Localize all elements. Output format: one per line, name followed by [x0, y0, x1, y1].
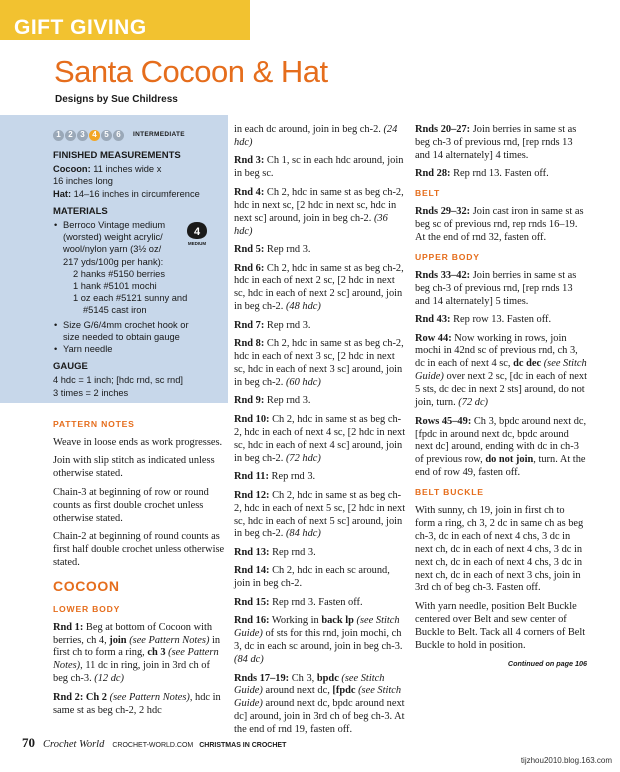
page-number: 70: [22, 735, 35, 750]
needle-item: • Yarn needle: [53, 343, 221, 355]
magazine-name: Crochet World: [43, 739, 105, 750]
yarn-weight-icon: [186, 221, 208, 246]
skill-dot-active: 4: [89, 130, 100, 141]
watermark: tijzhou2010.blog.163.com: [520, 756, 612, 765]
rnd-28: Rnd 28: Rep rnd 13. Fasten off.: [415, 168, 549, 180]
rnd-2-cont: in each dc around, join in beg ch-2. (24 hdc): [234, 124, 398, 148]
rnd-4: Rnd 4: Ch 2, hdc in same st as beg ch-2, hdc in next sc, [2 hdc in next sc, hdc in next sc] around, join in beg ch-2. (36 hdc): [234, 186, 404, 237]
row-44: Row 44: Now working in rows, join mochi in 42nd sc of previous rnd, ch 3, dc in each of next 4 sc, dc dec (see Stitch Guide) over next 2 sc, [dc in each of next 5 sts, dc dec in next 2 sts] around, do not join, turn. (72 dc): [415, 332, 587, 409]
skill-dot: 6: [113, 130, 124, 141]
section-band-tail: [225, 0, 249, 40]
hook-item: • Size G/6/4mm crochet hook or size needed to obtain gauge: [53, 319, 221, 343]
rnd-13: Rnd 13: Rep rnd 3.: [234, 546, 316, 558]
rows-45-49: Rows 45–49: Ch 3, bpdc around next dc, [fpdc in around next dc, bpdc around next dc] around, ending with dc in ch-3 of previous row, do not join, turn. At the end of row 49, fasten off.: [415, 415, 587, 479]
rnds-17-19: Rnds 17–19: Ch 3, bpdc (see Stitch Guide) around next dc, [fpdc (see Stitch Guide) around next dc, bpdc around next dc] around, join in 3rd ch of beg ch-3. At the end of rnd 19, fasten off.: [234, 672, 405, 736]
belt-heading: BELT: [415, 188, 440, 199]
yarn-weight-label: MEDIUM: [187, 241, 207, 246]
yarn-item: • Berroco Vintage medium (worsted) weight acrylic/ wool/nylon yarn (3½ oz/ 217 yds/100g per hank):: [53, 219, 221, 268]
skill-dot: 3: [77, 130, 88, 141]
continued-note: Continued on page 106: [507, 659, 587, 669]
rnd-6: Rnd 6: Ch 2, hdc in same st as beg ch-2, hdc in each of next 2 sc, [2 hdc in next sc, hdc in each of next 2 sc] around, join in beg ch-2. (48 hdc): [234, 262, 404, 313]
gauge-line2: 3 times = 2 inches: [53, 387, 129, 398]
skill-dot: 1: [53, 130, 64, 141]
note-4: Chain-2 at beginning of round counts as first half double crochet unless otherwise stated.: [53, 531, 225, 568]
cocoon-heading: COCOON: [53, 577, 120, 594]
rnd-8: Rnd 8: Ch 2, hdc in same st as beg ch-2, hdc in each of next 3 sc, [2 hdc in next sc, hdc in each of next 3 sc] around, join in beg ch-2. (60 hdc): [234, 338, 404, 388]
yarn-weight-number: 4: [193, 226, 201, 238]
belt-buckle-heading: BELT BUCKLE: [415, 487, 484, 498]
hat-size: Hat: 14–16 inches in circumference: [53, 188, 200, 199]
rnd-9: Rnd 9: Rep rnd 3.: [234, 395, 311, 407]
rnds-20-27: Rnds 20–27: Join berries in same st as beg ch-3 of previous rnd, [rep rnds 13 and 14 alternately] 4 times.: [415, 124, 577, 161]
pattern-notes-heading: PATTERN NOTES: [53, 419, 135, 429]
skill-dot: 5: [101, 130, 112, 141]
cocoon-size-line2: 16 inches long: [53, 176, 113, 187]
page-footer: [22, 735, 286, 751]
rnd-3: Rnd 3: Ch 1, sc in each hdc around, join in beg sc.: [234, 155, 404, 180]
rnds-33-42: Rnds 33–42: Join berries in same st as beg ch-3 of previous rnd, [rep rnds 13 and 14 alternately] 5 times.: [415, 269, 577, 307]
finished-heading: FINISHED MEASUREMENTS: [53, 150, 181, 161]
rnd-12: Rnd 12: Ch 2, hdc in same st as beg ch-2, hdc in each of next 5 sc, [2 hdc in next sc, hdc in each of next 5 sc] around, join in beg ch-2. (84 hdc): [234, 489, 406, 540]
column-1: [53, 412, 225, 723]
rnd-16: Rnd 16: Working in back lp (see Stitch Guide) of sts for this rnd, join mochi, ch 3, dc in each sc around, join in beg ch-3. (84 dc): [234, 615, 403, 666]
note-2: Join with slip stitch as indicated unless otherwise stated.: [53, 455, 215, 480]
hank-3: 1 oz each #5121 sunny and: [73, 293, 188, 304]
section-label: GIFT GIVING: [14, 16, 147, 39]
note-3: Chain-3 at beginning of row or round counts as first double crochet unless otherwise stated.: [53, 486, 209, 524]
skill-label: INTERMEDIATE: [133, 130, 185, 138]
skill-level: [53, 128, 221, 142]
column-2: [234, 124, 406, 743]
rnd-14: Rnd 14: Ch 2, hdc in each sc around, join in beg ch-2.: [234, 565, 390, 590]
note-1: Weave in loose ends as work progresses.: [53, 436, 223, 448]
gauge-line1: 4 hdc = 1 inch; [hdc rnd, sc rnd]: [53, 375, 183, 386]
magazine-site: CROCHET-WORLD.COM: [112, 742, 194, 749]
hank-2: 1 hank #5101 mochi: [73, 281, 157, 292]
column-3: [415, 124, 587, 677]
rnd-43: Rnd 43: Rep row 13. Fasten off.: [415, 314, 552, 326]
cocoon-size: Cocoon: 11 inches wide x: [53, 164, 162, 175]
hank-3-cont: #5145 cast iron: [83, 305, 147, 316]
sidebar-content: [53, 128, 221, 399]
skill-dot: 2: [65, 130, 76, 141]
gauge-heading: GAUGE: [53, 361, 88, 373]
rnd-15: Rnd 15: Rep rnd 3. Fasten off.: [234, 596, 363, 608]
upper-body-heading: UPPER BODY: [415, 251, 480, 262]
lower-body-heading: LOWER BODY: [53, 603, 121, 614]
page-title: Santa Cocoon & Hat: [54, 54, 328, 89]
hank-1: 2 hanks #5150 berries: [73, 268, 165, 279]
rnd-1: Rnd 1: Beg at bottom of Cocoon with berries, ch 4, join (see Pattern Notes) in first ch to form a ring, ch 3 (see Pattern Notes), 11 dc in ring, join in 3rd ch of beg ch-3. (12 dc): [53, 621, 221, 685]
materials-heading: MATERIALS: [53, 205, 108, 217]
rnd-10: Rnd 10: Ch 2, hdc in same st as beg ch-2, hdc in each of next 4 sc, [2 hdc in next sc, hdc in each of next 4 sc] around, join in beg ch-2. (72 hdc): [234, 413, 406, 464]
rnds-29-32: Rnds 29–32: Join cast iron in same st as beg sc of previous rnd, rep rnds 16–19. At the end of rnd 32, fasten off.: [415, 206, 584, 243]
designer-credit: Designs by Sue Childress: [55, 94, 178, 105]
buckle-para-1: With sunny, ch 19, join in first ch to form a ring, ch 3, 2 dc in same ch as beg ch-3, dc in each of next 4 chs, 3 dc in next ch, dc in each of next 4 chs, 3 dc in next ch, dc in each of next 4 chs, 3 dc in next ch, dc in each of next 3 chs, join in 3rd ch of beg ch-3. Fasten off.: [415, 505, 584, 594]
rnd-7: Rnd 7: Rep rnd 3.: [234, 319, 311, 331]
rnd-5: Rnd 5: Rep rnd 3.: [234, 244, 311, 256]
rnd-11: Rnd 11: Rep rnd 3.: [234, 471, 316, 483]
buckle-para-2: With yarn needle, position Belt Buckle centered over Belt and sew center of Buckle to Belt. Tack all 4 corners of Belt Buckle to hold in position.: [415, 600, 586, 651]
issue-name: CHRISTMAS IN CROCHET: [199, 742, 287, 749]
rnd-2: Rnd 2: Ch 2 (see Pattern Notes), hdc in same st as beg ch-2, 2 hdc: [53, 691, 221, 716]
